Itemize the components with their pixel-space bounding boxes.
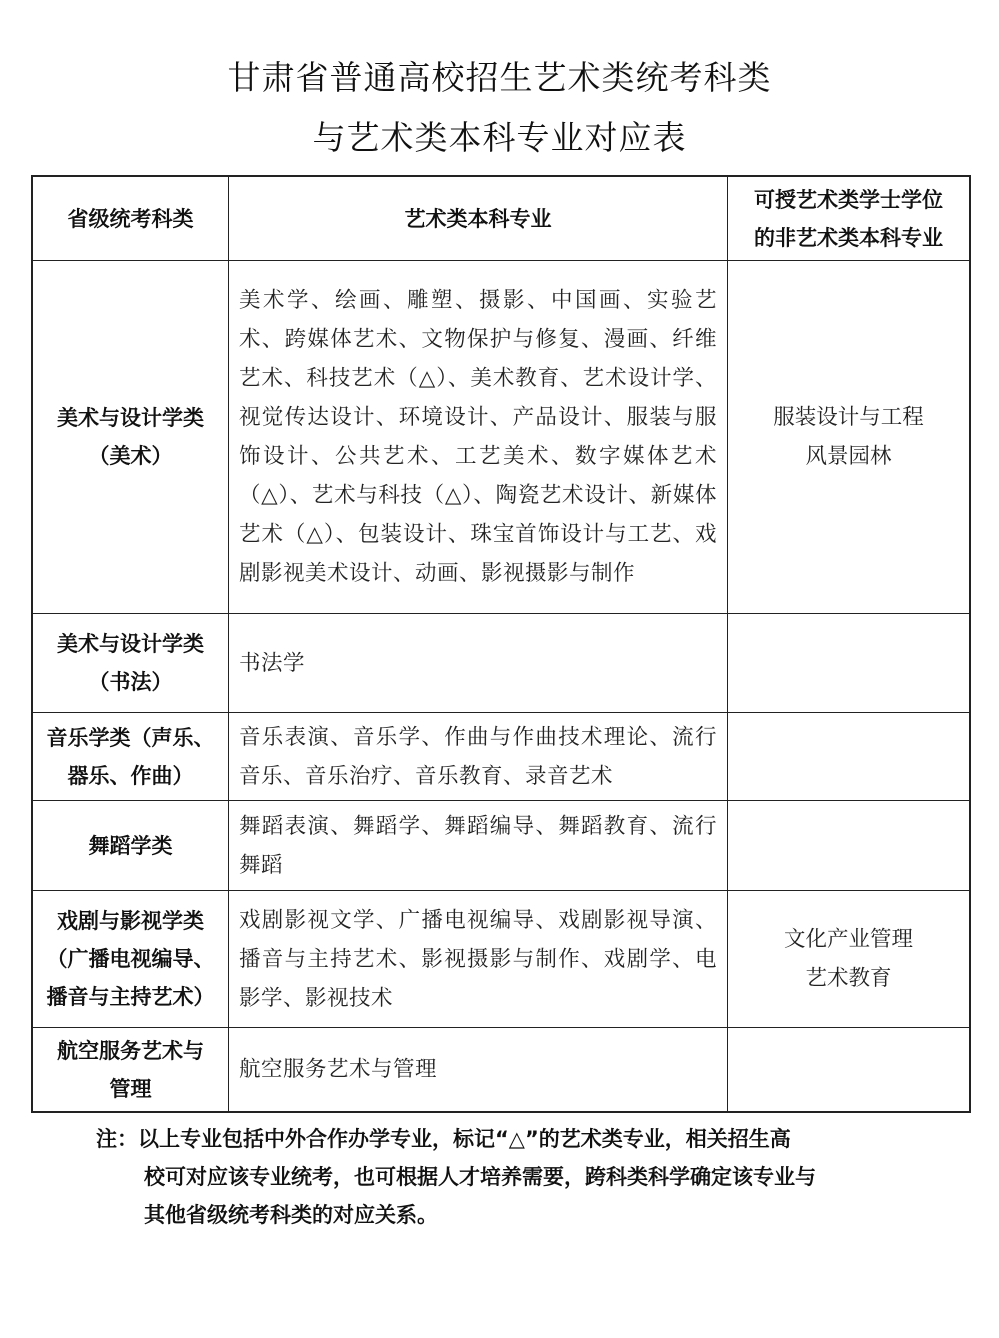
- category-line: 音乐学类（声乐、: [46, 725, 215, 750]
- non-art-major: 风景园林: [805, 444, 892, 469]
- document-title-line-1: 甘肃省普通高校招生艺术类统考科类: [227, 58, 772, 97]
- category-line: 器乐、作曲）: [67, 763, 194, 788]
- header-art-majors: 艺术类本科专业: [229, 177, 728, 261]
- header-exam-category: 省级统考科类: [33, 177, 229, 261]
- non-art-majors-cell: [728, 614, 970, 713]
- category-cell: [33, 801, 229, 891]
- majors-cell: 音乐表演、音乐学、作曲与作曲技术理论、流行音乐、音乐治疗、音乐教育、录音艺术: [229, 713, 728, 801]
- majors-cell: 舞蹈表演、舞蹈学、舞蹈编导、舞蹈教育、流行舞蹈: [229, 801, 728, 891]
- majors-cell: 航空服务艺术与管理: [229, 1028, 728, 1112]
- category-line: 美术与设计学类: [57, 632, 204, 656]
- category-line: 播音与主持艺术）: [46, 985, 215, 1009]
- non-art-majors-cell: [728, 801, 970, 891]
- category-cell: [33, 614, 229, 713]
- table-row: [33, 891, 970, 1028]
- header-non-art-majors-line-1: 可授艺术类学士学位: [754, 187, 943, 212]
- category-cell: [33, 1028, 229, 1112]
- non-art-majors-cell: [728, 1028, 970, 1112]
- category-line: 美术与设计学类: [57, 406, 204, 430]
- non-art-major: 艺术教育: [805, 966, 892, 991]
- non-art-majors-cell: [728, 713, 970, 801]
- category-line: （书法）: [88, 670, 173, 694]
- document-title-line-2: 与艺术类本科专业对应表: [312, 118, 687, 157]
- category-cell: [33, 261, 229, 614]
- non-art-majors-cell: [728, 261, 970, 614]
- footnote-line: 校可对应该专业统考，也可根据人才培养需要，跨科类科学确定该专业与: [144, 1165, 816, 1189]
- non-art-major: 文化产业管理: [783, 927, 913, 952]
- majors-cell: 书法学: [229, 614, 728, 713]
- category-line: 舞蹈学类: [88, 833, 173, 858]
- category-line: 戏剧与影视学类: [57, 909, 204, 933]
- category-line: 航空服务艺术与: [57, 1038, 204, 1063]
- category-line: （广播电视编导、: [46, 947, 215, 971]
- category-line: 管理: [109, 1076, 152, 1101]
- footnote: [96, 1120, 916, 1234]
- correspondence-table: [32, 176, 970, 1112]
- majors-cell: 美术学、绘画、雕塑、摄影、中国画、实验艺术、跨媒体艺术、文物保护与修复、漫画、纤维艺术、科技艺术（△）、美术教育、艺术设计学、视觉传达设计、环境设计、产品设计、服装与服饰设计、公共艺术、工艺美术、数字媒体艺术（△）、艺术与科技（△）、陶瓷艺术设计、新媒体艺术（△）、包装设计、珠宝首饰设计与工艺、戏剧影视美术设计、动画、影视摄影与制作: [229, 261, 728, 614]
- non-art-major: 服装设计与工程: [773, 405, 924, 430]
- footnote-line: 其他省级统考科类的对应关系。: [144, 1203, 438, 1227]
- category-line: （美术）: [88, 444, 173, 468]
- header-non-art-majors-line-2: 的非艺术类本科专业: [754, 225, 943, 250]
- table-header-row: [33, 177, 970, 261]
- non-art-majors-cell: [728, 891, 970, 1028]
- majors-cell: 戏剧影视文学、广播电视编导、戏剧影视导演、播音与主持艺术、影视摄影与制作、戏剧学、电影学、影视技术: [229, 891, 728, 1028]
- category-cell: [33, 713, 229, 801]
- table-row: [33, 801, 970, 891]
- header-non-art-majors: [728, 177, 970, 261]
- footnote-line: 注：以上专业包括中外合作办学专业，标记“△”的艺术类专业，相关招生高: [96, 1127, 791, 1151]
- table-row: [33, 261, 970, 614]
- table-row: [33, 614, 970, 713]
- table-row: [33, 1028, 970, 1112]
- table-row: [33, 713, 970, 801]
- category-cell: [33, 891, 229, 1028]
